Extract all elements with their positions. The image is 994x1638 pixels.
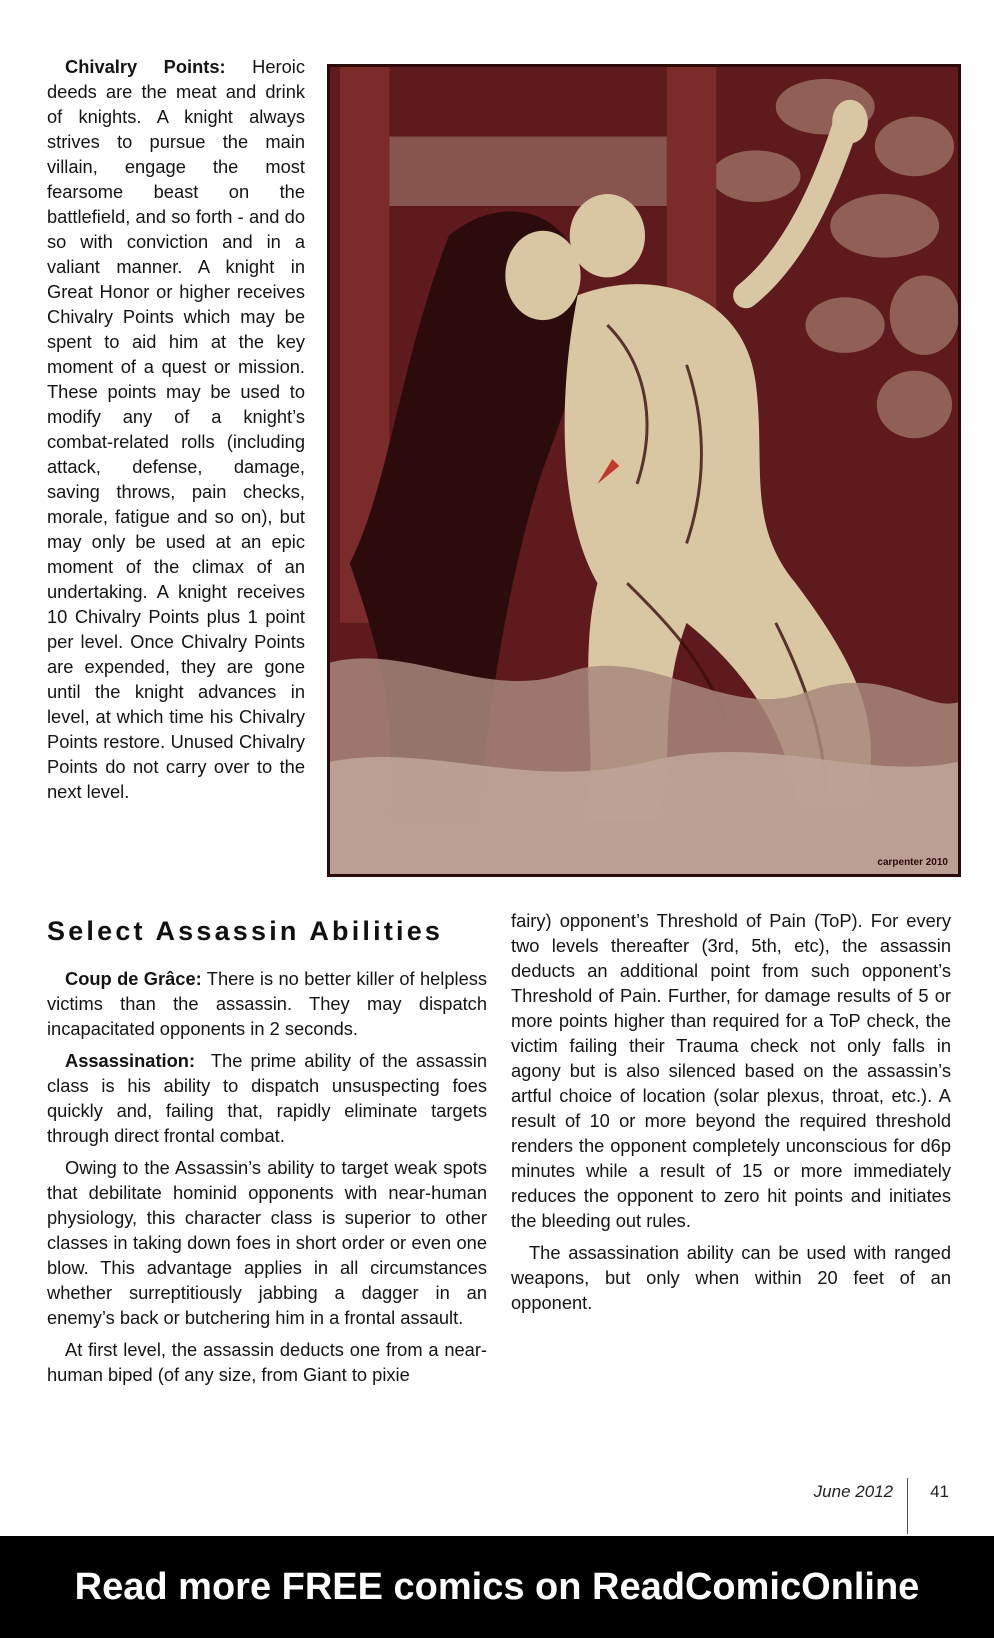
promo-banner-text[interactable]: Read more FREE comics on ReadComicOnline [74,1565,920,1608]
ranged-paragraph: The assassination ability can be used with ranged weapons, but only when within 20 feet of an opponent. [511,1242,951,1313]
illustration-art [330,67,958,874]
section-heading: Select Assassin Abilities [47,916,444,946]
coup-de-grace-lead: Coup de Grâce: [65,968,202,989]
chivalry-points-body: Heroic deeds are the meat and drink of knights. A knight always strives to pursue the main villain, engage the most fearsome beast on the battlefield, and so forth - and do so with conviction and in a valiant manner. A knight in Great Honor or higher receives Chivalry Points which may be spent to aid him at the key moment of a quest or mission. These points may be used to modify any of a knight’s combat-related rolls (including attack, defense, damage, saving throws, pain checks, morale, fatigue and so on), but may only be used at an epic moment of the climax of an undertaking. A knight receives 10 Chivalry Points plus 1 point per level. Once Chivalry Points are expended, they are gone until the knight advances in level, at which time his Chivalry Points restore. Unused Chivalry Points do not carry over to the next level. [47,56,305,802]
chivalry-points-column [47,54,305,804]
artist-signature: carpenter 2010 [877,857,948,868]
chivalry-points-lead: Chivalry Points: [65,56,226,77]
issue-date: June 2012 [813,1482,894,1501]
assassin-illustration [327,64,961,877]
chivalry-points-paragraph [47,54,305,804]
assassination-lead: Assassination: [65,1050,196,1071]
assassination-paragraph [47,1048,487,1148]
assassination-body: The prime ability of the assassin class is his ability to dispatch unsuspecting foes quickly and, failing that, rapidly eliminate targets through direct frontal combat. [47,1050,487,1146]
page-footer [814,1478,949,1534]
owing-paragraph: Owing to the Assassin’s ability to target weak spots that debilitate hominid opponents with near-human physiology, this character class is superior to other classes in taking down foes in short order or even one blow. This advantage applies in all circumstances whether surreptitiously jabbing a dagger in an enemy’s back or butchering him in a frontal assault. [47,1157,487,1328]
left-column [47,966,487,1394]
continued-paragraph: fairy) opponent’s Threshold of Pain (ToP). For every two levels thereafter (3rd, 5th, etc), the assassin deducts an additional point from such opponent’s Threshold of Pain. Further, for damage results of 5 or more points higher than required for a ToP check, the victim failing their Trauma check not only falls in agony but is also silenced based on the assassin’s artful choice of location (solar plexus, throat, etc.). A result of 10 or more beyond the required threshold renders the opponent completely unconscious for d6p minutes while a result of 15 or more immediately reduces the opponent to zero hit points and initiates the bleeding out rules. [511,910,951,1231]
promo-banner[interactable] [0,1536,994,1638]
coup-de-grace-body: There is no better killer of helpless victims than the assassin. They may dispatch incapacitated opponents in 2 seconds. [47,968,488,1039]
right-column [511,908,951,1322]
first-level-paragraph: At first level, the assassin deducts one from a near-human biped (of any size, from Giant to pixie [47,1339,487,1385]
page-number: 41 [930,1482,949,1501]
coup-de-grace-paragraph [47,966,487,1041]
